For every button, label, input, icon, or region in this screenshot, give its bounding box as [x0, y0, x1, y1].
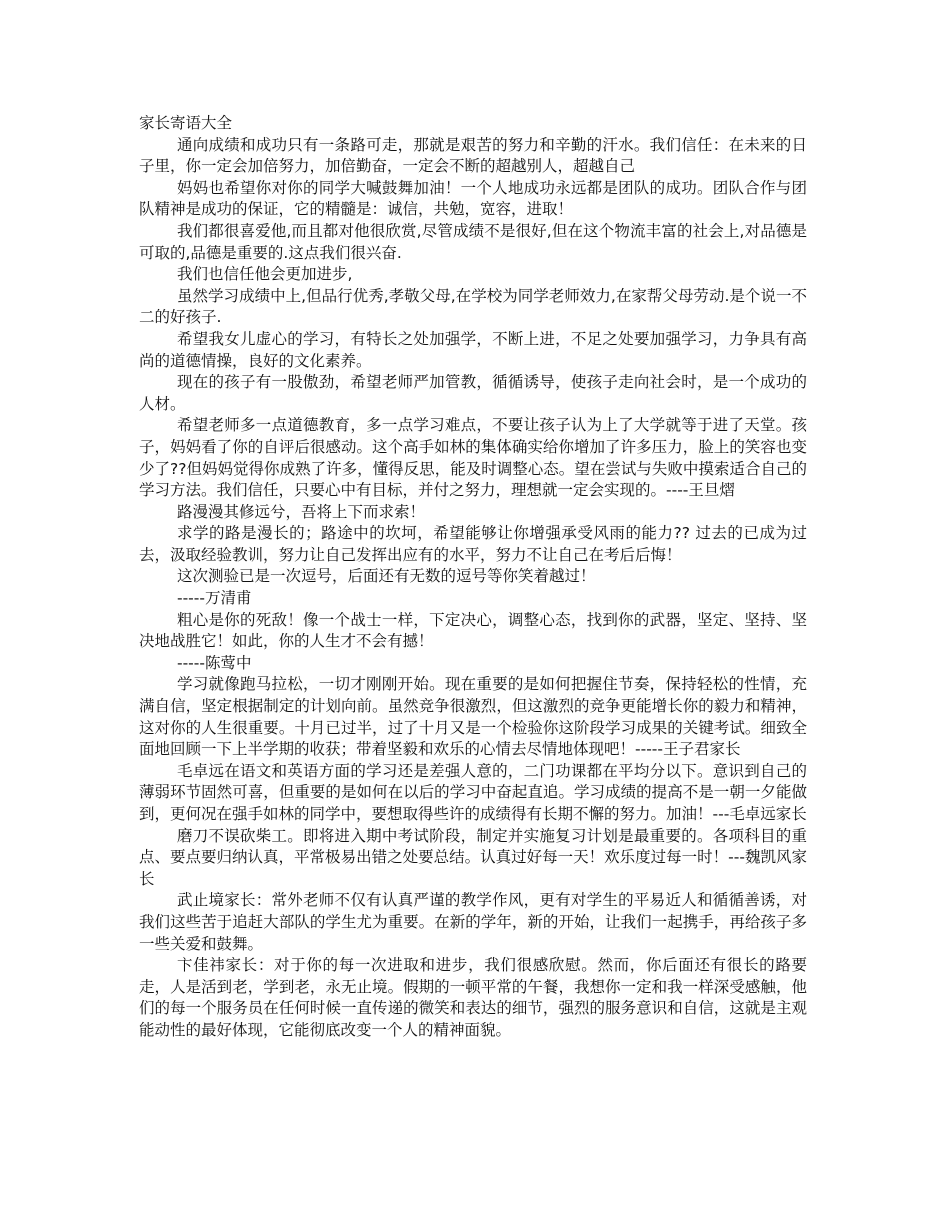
- paragraph: 我们也信任他会更加进步,: [177, 265, 353, 284]
- paragraph: 希望我女儿虚心的学习，有特长之处加强学，不断上进，不足之处要加强学习，力争具有高尚的道德情操，良好的文化素养。: [139, 329, 807, 370]
- paragraph: 磨刀不误砍柴工。即将进入期中考试阶段，制定并实施复习计划是最重要的。各项科目的重点、要点要归纳认真，平常极易出错之处要总结。认真过好每一天！欢乐度过每一时！---魏凯风家长: [139, 826, 807, 888]
- paragraph: 路漫漫其修远兮，吾将上下而求索！: [177, 502, 426, 521]
- paragraph: 学习就像跑马拉松，一切才刚刚开始。现在重要的是如何把握住节奏，保持轻松的性情，充满自信，坚定根据制定的计划向前。虽然竞争很激烈，但这激烈的竞争更能增长你的毅力和精神，这对你的人生很重要。十月已过半，过了十月又是一个检验你这阶段学习成果的关键考试。细致全面地回顾一下上半学期的收获；带着坚毅和欢乐的心情去尽情地体现吧！-----王子君家长: [139, 675, 807, 759]
- paragraph: 求学的路是漫长的；路途中的坎坷，希望能够让你增强承受风雨的能力?? 过去的已成为过去，汲取经验教训，努力让自己发挥出应有的水平，努力不让自己在考后后悔！: [139, 524, 807, 564]
- paragraph: 粗心是你的死敌！像一个战士一样，下定决心，调整心态，找到你的武器，坚定、坚持、坚决地战胜它！如此，你的人生才不会有撼！: [139, 610, 807, 651]
- signature-line: -----万清甫: [177, 589, 252, 608]
- paragraph: 妈妈也希望你对你的同学大喊鼓舞加油！一个人地成功永远都是团队的成功。团队合作与团队精神是成功的保证，它的精髓是：诚信，共勉，宽容，进取！: [139, 178, 807, 219]
- paragraph: 现在的孩子有一股傲劲，希望老师严加管教，循循诱导，使孩子走向社会时，是一个成功的人材。: [139, 373, 807, 413]
- paragraph: 卞佳祎家长：对于你的每一次进取和进步，我们很感欣慰。然而，你后面还有很长的路要走，人是活到老，学到老，永无止境。假期的一顿平常的午餐，我想你一定和我一样深受感触，他们的每一个服务员在任何时候一直传递的微笑和表达的细节，强烈的服务意识和自信，这就是主观能动性的最好体现，它能彻底改变一个人的精神面貌。: [139, 956, 807, 1039]
- paragraph: 我们都很喜爱他,而且都对他很欣赏,尽管成绩不是很好,但在这个物流丰富的社会上,对品德是可取的,品德是重要的.这点我们很兴奋.: [139, 221, 807, 262]
- document-body: [139, 113, 807, 1042]
- paragraph: 武止境家长：常外老师不仅有认真严谨的教学作风，更有对学生的平易近人和循循善诱，对我们这些苦于追赶大部队的学生尤为重要。在新的学年，新的开始，让我们一起携手，再给孩子多一些关爱和鼓舞。: [139, 891, 807, 953]
- document-title: 家长寄语大全: [139, 114, 233, 132]
- paragraph: 毛卓远在语文和英语方面的学习还是差强人意的，二门功课都在平均分以下。意识到自己的薄弱环节固然可喜，但重要的是如何在以后的学习中奋起直追。学习成绩的提高不是一朝一夕能做到，更何况在强手如林的同学中，要想取得些许的成绩得有长期不懈的努力。加油！---毛卓远家长: [139, 761, 807, 823]
- paragraph: 希望老师多一点道德教育，多一点学习难点，不要让孩子认为上了大学就等于进了天堂。孩子，妈妈看了你的自评后很感动。这个高手如林的集体确实给你增加了许多压力，脸上的笑容也变少了??但妈妈觉得你成熟了许多，懂得反思，能及时调整心态。望在尝试与失败中摸索适合自己的学习方法。我们信任，只要心中有目标，并付之努力，理想就一定会实现的。----王旦熠: [139, 416, 807, 500]
- paragraph: 这次测验已是一次逗号，后面还有无数的逗号等你笑着越过！: [177, 567, 596, 586]
- paragraph: 通向成绩和成功只有一条路可走，那就是艰苦的努力和辛勤的汗水。我们信任：在未来的日子里，你一定会加倍努力，加倍勤奋，一定会不断的超越别人，超越自己: [139, 135, 807, 176]
- paragraph: 虽然学习成绩中上,但品行优秀,孝敬父母,在学校为同学老师效力,在家帮父母劳动.是个说一不二的好孩子.: [139, 286, 807, 327]
- signature-line: -----陈莺中: [177, 653, 252, 672]
